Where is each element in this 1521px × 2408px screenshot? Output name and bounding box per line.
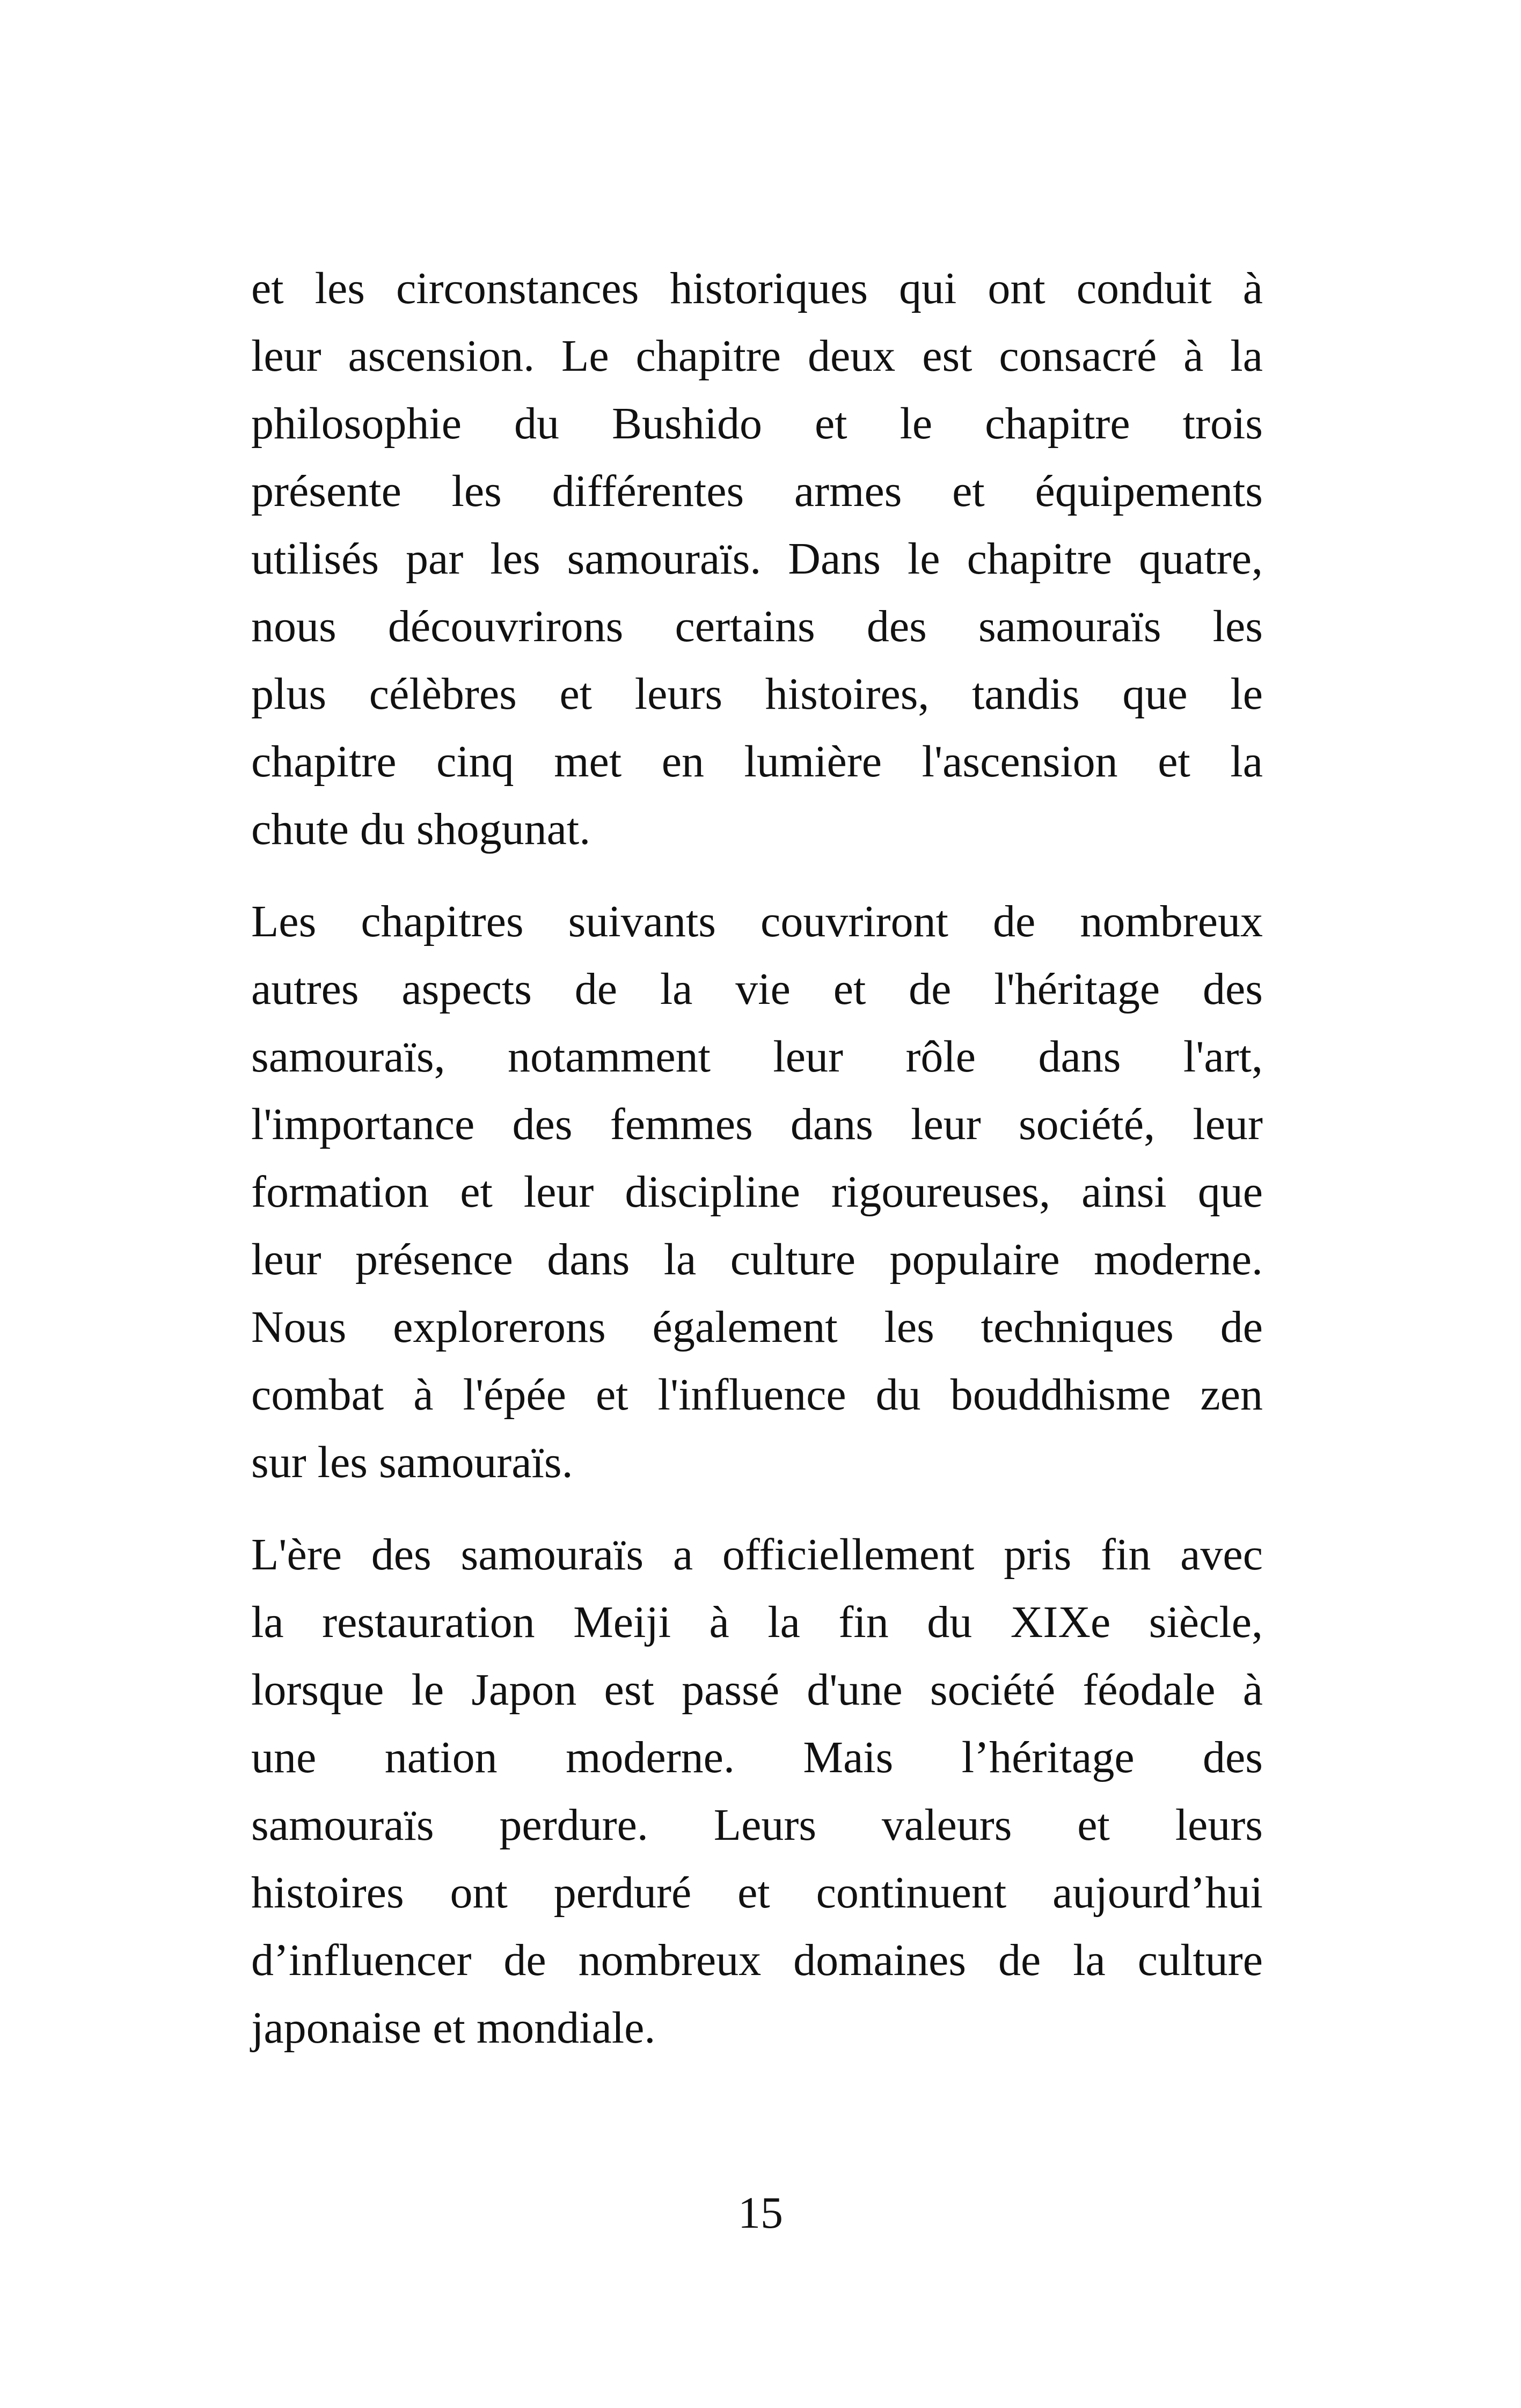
text-line: plus célèbres et leurs histoires, tandis que le [251, 669, 1263, 719]
text-line: histoires ont perduré et continuent aujourd’hui [251, 1868, 1263, 1918]
text-line: chute du shogunat. [251, 804, 591, 854]
text-line: présente les différentes armes et équipements [251, 466, 1263, 516]
text-line: chapitre cinq met en lumière l'ascension et la [251, 737, 1263, 787]
text-line: combat à l'épée et l'influence du bouddhisme zen [251, 1370, 1263, 1420]
text-line: la restauration Meiji à la fin du XIXe siècle, [251, 1597, 1263, 1647]
body-text [251, 255, 1263, 2087]
text-line: Les chapitres suivants couvriront de nombreux [251, 897, 1263, 946]
text-line: et les circonstances historiques qui ont conduit à [251, 263, 1263, 313]
paragraph-2 [251, 888, 1263, 1496]
text-line: une nation moderne. Mais l’héritage des [251, 1732, 1263, 1782]
text-line: samouraïs perdure. Leurs valeurs et leurs [251, 1800, 1263, 1850]
text-line: leur ascension. Le chapitre deux est consacré à la [251, 331, 1263, 381]
text-line: sur les samouraïs. [251, 1437, 573, 1487]
text-line: utilisés par les samouraïs. Dans le chapitre quatre, [251, 534, 1263, 584]
text-line: leur présence dans la culture populaire moderne. [251, 1235, 1263, 1284]
page-number: 15 [738, 2188, 783, 2238]
text-line: autres aspects de la vie et de l'héritage des [251, 964, 1263, 1014]
text-line: l'importance des femmes dans leur société, leur [251, 1099, 1263, 1149]
text-line: Nous explorerons également les techniques de [251, 1302, 1263, 1352]
text-line: formation et leur discipline rigoureuses, ainsi que [251, 1167, 1263, 1217]
paragraph-1 [251, 255, 1263, 863]
text-line: d’influencer de nombreux domaines de la culture [251, 1935, 1263, 1985]
paragraph-3 [251, 1521, 1263, 2062]
text-line: nous découvrirons certains des samouraïs les [251, 601, 1263, 651]
text-line: samouraïs, notamment leur rôle dans l'art, [251, 1032, 1263, 1082]
text-line: japonaise et mondiale. [251, 2003, 656, 2053]
text-line: L'ère des samouraïs a officiellement pris fin avec [251, 1530, 1263, 1580]
text-line: lorsque le Japon est passé d'une société féodale à [251, 1665, 1263, 1715]
text-line: philosophie du Bushido et le chapitre trois [251, 399, 1263, 449]
